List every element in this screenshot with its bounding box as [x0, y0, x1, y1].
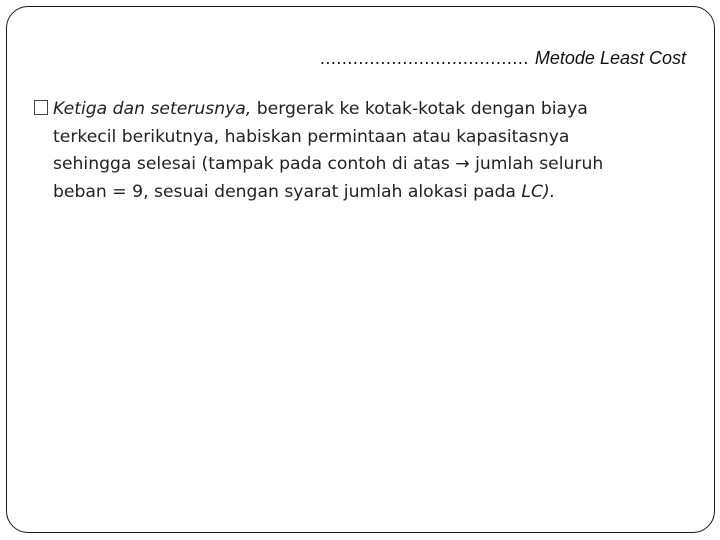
paragraph-line-3: sehingga selesai (tampak pada contoh di atas → jumlah seluruh	[53, 154, 604, 174]
line4-italic-text: LC).	[521, 181, 556, 202]
line1-text: bergerak ke kotak-kotak dengan biaya	[251, 99, 588, 119]
title-text: Metode Least Cost	[534, 48, 686, 68]
paragraph-line-4	[53, 179, 684, 207]
paragraph-line-1	[53, 96, 684, 124]
slide-frame	[6, 6, 715, 533]
paragraph-line-2: terkecil berikutnya, habiskan permintaan atau kapasitasnya	[53, 126, 570, 147]
slide-title	[320, 48, 686, 69]
title-leader-dots: ......................................	[319, 48, 529, 68]
square-bullet-icon	[34, 100, 48, 115]
bullet-item	[34, 96, 684, 206]
lead-italic-text: Ketiga dan seterusnya,	[53, 99, 252, 119]
line4-text: beban = 9, sesuai dengan syarat jumlah alokasi pada	[53, 181, 522, 202]
bullet-paragraph	[34, 96, 684, 206]
